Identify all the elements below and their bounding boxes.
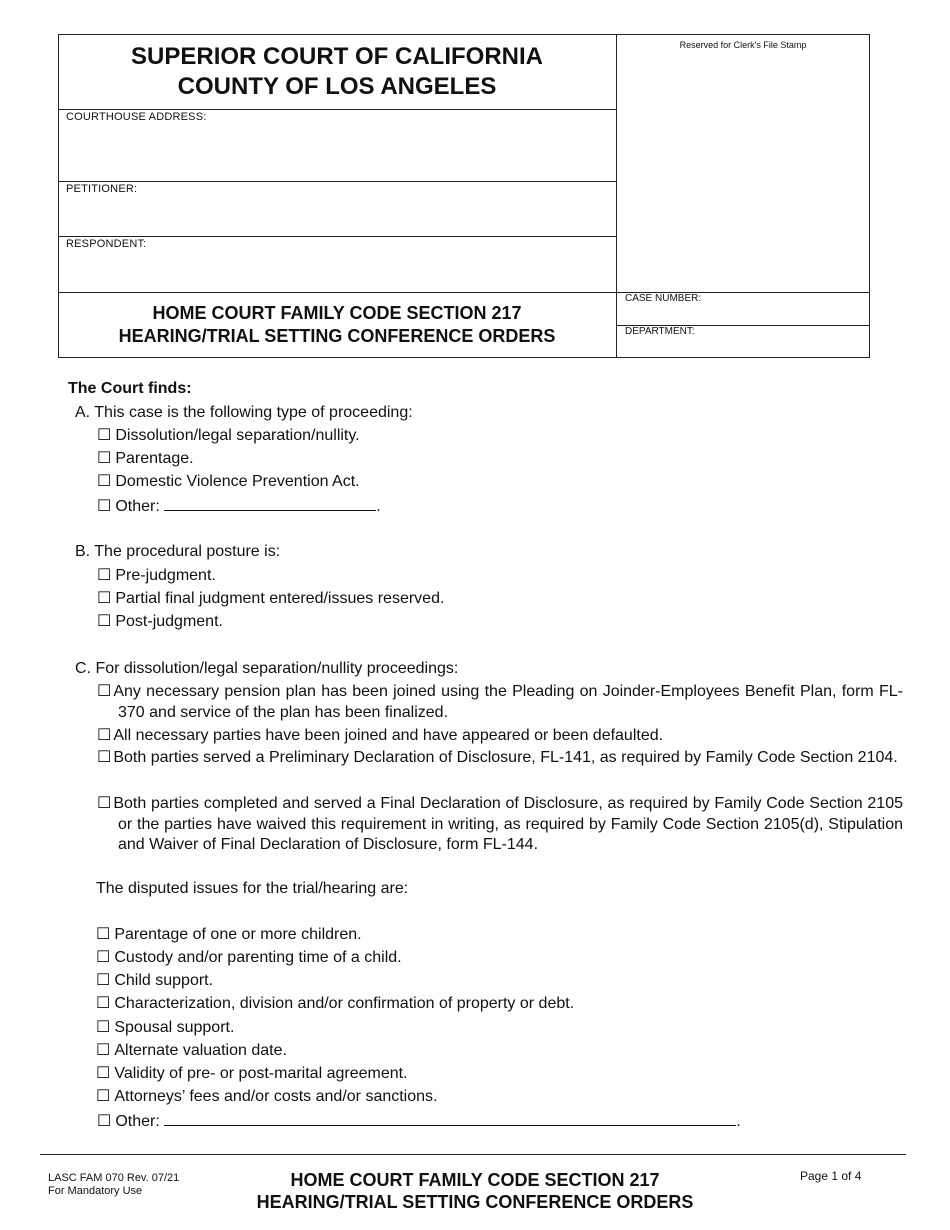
checkbox[interactable]: ☐ [97,613,112,630]
divider-below-respondent [58,292,870,293]
disputed-issue-option[interactable]: ☐ Parentage of one or more children. [96,926,362,943]
checkbox[interactable]: ☐ [97,498,112,515]
court-line-1: SUPERIOR COURT OF CALIFORNIA [131,43,543,70]
section-a-option[interactable]: ☐ Parentage. [97,450,194,467]
section-c-item[interactable]: ☐ Both parties served a Preliminary Declaration of Disclosure, FL-141, as required by Family Code Section 2104. [97,749,898,766]
disputed-issue-option[interactable]: ☐ Child support. [96,972,214,989]
disputed-issue-option[interactable]: ☐ Attorneys’ fees and/or costs and/or sanctions. [96,1088,438,1105]
section-c-heading: C. For dissolution/legal separation/nullity proceedings: [75,660,459,677]
disputed-issue-other[interactable]: ☐ Other: . [97,1113,741,1130]
checkbox[interactable]: ☐ [97,567,112,584]
header-border-top [58,34,870,35]
section-b-option[interactable]: ☐ Partial final judgment entered/issues reserved. [97,590,445,607]
footer-title-line-2: HEARING/TRIAL SETTING CONFERENCE ORDERS [256,1192,694,1212]
checkbox[interactable]: ☐ [96,972,111,989]
checkbox[interactable]: ☐ [97,590,112,607]
checkbox[interactable]: ☐ [96,926,111,943]
checkbox[interactable]: ☐ [96,995,111,1012]
courthouse-address-label: COURTHOUSE ADDRESS: [66,111,207,123]
section-c-item[interactable]: ☐ All necessary parties have been joined and have appeared or been defaulted. [97,727,664,744]
other-blank-field[interactable] [164,496,376,511]
case-number-label: CASE NUMBER: [625,293,702,304]
footer-form-id [48,1172,179,1198]
section-a-option[interactable]: ☐ Domestic Violence Prevention Act. [97,473,360,490]
disputed-issue-option[interactable]: ☐ Characterization, division and/or confirmation of property or debt. [96,995,575,1012]
department-label: DEPARTMENT: [625,326,695,337]
section-a-option[interactable]: ☐ Dissolution/legal separation/nullity. [97,427,360,444]
disputed-issue-option[interactable]: ☐ Custody and/or parenting time of a child. [96,949,402,966]
mandatory-use: For Mandatory Use [48,1185,143,1197]
form-title-line-2: HEARING/TRIAL SETTING CONFERENCE ORDERS [118,326,556,346]
disputed-issues-heading: The disputed issues for the trial/hearing are: [96,880,409,897]
footer-title-line-1: HOME COURT FAMILY CODE SECTION 217 [290,1170,660,1190]
section-a-heading: A. This case is the following type of proceeding: [75,404,413,421]
clerk-stamp-label: Reserved for Clerk's File Stamp [679,40,807,50]
petitioner-label: PETITIONER: [66,183,138,195]
section-b-option[interactable]: ☐ Post-judgment. [97,613,223,630]
section-c-item[interactable]: ☐ Both parties completed and served a Final Declaration of Disclosure, as required by Family Code Section 2105 or the parties have waived this requirement in writing, as required by Family Code Section 2105(d), Stipulation and Waiver of Final Declaration of Disclosure, form FL-144. [97,795,903,853]
page-number: Page 1 of 4 [800,1169,862,1183]
header-border-right [869,34,870,358]
checkbox[interactable]: ☐ [97,1113,112,1130]
header-border-bottom [58,357,870,358]
checkbox[interactable]: ☐ [97,749,112,766]
checkbox[interactable]: ☐ [97,473,112,490]
court-finds-heading: The Court finds: [68,380,192,397]
checkbox[interactable]: ☐ [96,1065,111,1082]
footer-divider [40,1154,906,1155]
section-a-other[interactable]: ☐ Other: . [97,498,381,515]
checkbox[interactable]: ☐ [96,949,111,966]
checkbox[interactable]: ☐ [97,795,112,812]
form-title-line-1: HOME COURT FAMILY CODE SECTION 217 [152,303,522,323]
section-b-heading: B. The procedural posture is: [75,543,281,560]
court-line-2: COUNTY OF LOS ANGELES [177,73,497,100]
form-id: LASC FAM 070 Rev. 07/21 [48,1172,180,1184]
respondent-label: RESPONDENT: [66,238,147,250]
footer-title [200,1169,750,1213]
court-name [58,42,616,102]
checkbox[interactable]: ☐ [96,1019,111,1036]
checkbox[interactable]: ☐ [97,727,112,744]
checkbox[interactable]: ☐ [97,450,112,467]
other-blank-field[interactable] [164,1111,736,1126]
divider-below-address [58,181,616,182]
disputed-issue-option[interactable]: ☐ Validity of pre- or post-marital agreement. [96,1065,408,1082]
disputed-issue-option[interactable]: ☐ Spousal support. [96,1019,235,1036]
divider-below-petitioner [58,236,616,237]
checkbox[interactable]: ☐ [96,1042,111,1059]
checkbox[interactable]: ☐ [97,427,112,444]
checkbox[interactable]: ☐ [96,1088,111,1105]
header-divider-vertical [616,34,617,358]
section-c-item[interactable]: ☐ Any necessary pension plan has been joined using the Pleading on Joinder-Employees Benefit Plan, form FL-370 and service of the plan has been finalized. [97,683,903,721]
section-b-option[interactable]: ☐ Pre-judgment. [97,567,216,584]
checkbox[interactable]: ☐ [97,683,112,700]
form-title [58,302,616,348]
disputed-issue-option[interactable]: ☐ Alternate valuation date. [96,1042,287,1059]
divider-below-court [58,109,616,110]
